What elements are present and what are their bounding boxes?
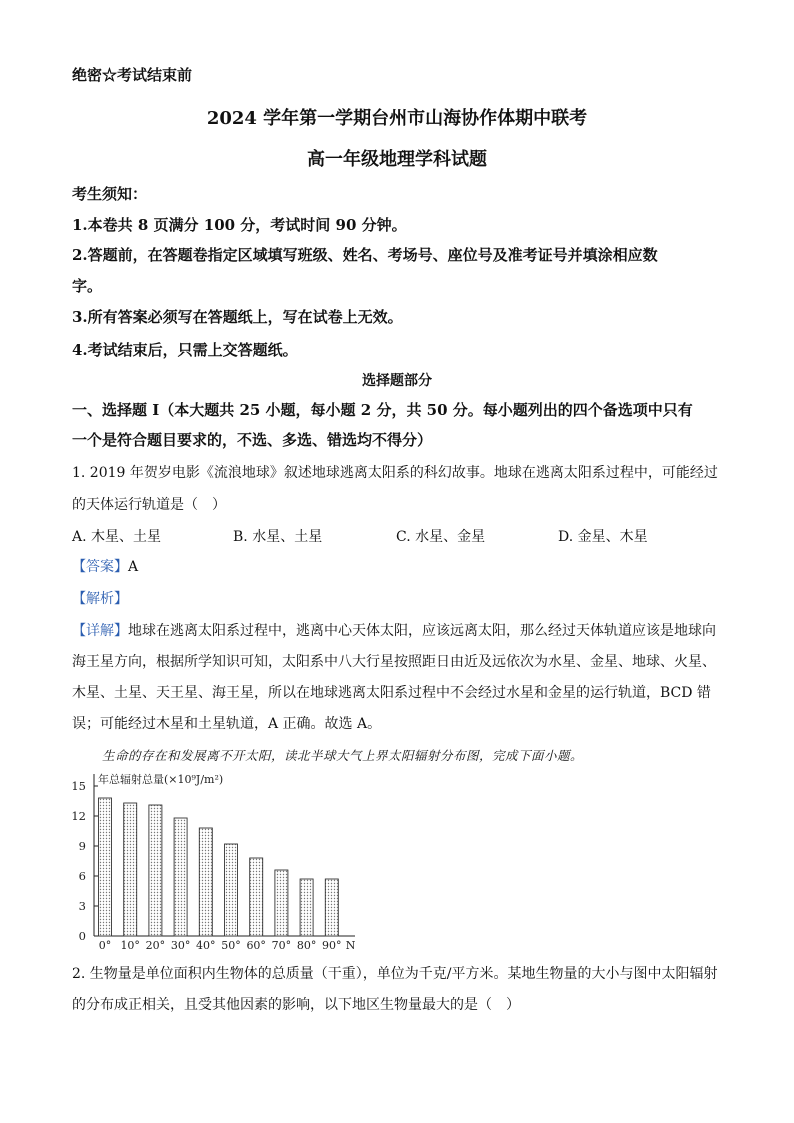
solar-radiation-chart	[60, 768, 370, 954]
answer-tag: 【答案】	[72, 559, 128, 575]
bar	[124, 803, 137, 936]
bar	[99, 798, 112, 936]
y-axis-label: 年总辐射总量(×10⁹J/m²)	[98, 773, 224, 786]
q1-option-d: D. 金星、木星	[558, 529, 648, 545]
notice-item-3: 3.所有答案必须写在答题纸上，写在试卷上无效。	[72, 308, 403, 326]
section-instruction-2: 一个是符合题目要求的，不选、多选、错选均不得分）	[72, 431, 433, 449]
q1-option-c: C. 水星、金星	[396, 529, 486, 545]
x-tick-label: 20°	[145, 939, 166, 952]
notice-item-4: 4.考试结束后，只需上交答题纸。	[72, 341, 298, 359]
notice-heading: 考生须知：	[72, 185, 148, 203]
x-tick-label: 80°	[296, 939, 317, 952]
y-tick-label: 0	[78, 929, 86, 943]
q1-detail-line-4: 误；可能经过木星和土星轨道，A 正确。故选 A。	[72, 716, 382, 732]
answer-value: A	[128, 559, 139, 575]
y-tick-label: 15	[71, 779, 86, 793]
q1-stem-line-1: 1. 2019 年贺岁电影《流浪地球》叙述地球逃离太阳系的科幻故事。地球在逃离太阳系过程中，可能经过	[72, 465, 718, 481]
y-tick-label: 12	[71, 809, 86, 823]
x-tick-label: 70°	[271, 939, 292, 952]
notice-item-2-cont: 字。	[72, 277, 103, 295]
bar	[174, 818, 187, 936]
section-instruction-1: 一、选择题 I（本大题共 25 小题，每小题 2 分，共 50 分。每小题列出的四个备选项中只有	[72, 401, 693, 419]
y-tick-label: 3	[78, 899, 86, 913]
exam-subtitle: 高一年级地理学科试题	[307, 149, 487, 170]
bar	[199, 828, 212, 936]
chart-intro: 生命的存在和发展离不开太阳，读北半球大气上界太阳辐射分布图，完成下面小题。	[102, 748, 584, 763]
y-tick-label: 6	[78, 869, 86, 883]
section-title: 选择题部分	[362, 373, 432, 389]
q1-detail-line-2: 海王星方向，根据所学知识可知，太阳系中八大行星按照距日由近及远依次为水星、金星、地球、火星、	[72, 654, 716, 670]
x-tick-label: 0°	[98, 939, 112, 952]
bar	[325, 879, 338, 936]
q1-option-a: A. 木星、土星	[72, 529, 162, 545]
x-tick-label: 30°	[170, 939, 191, 952]
bar	[275, 870, 288, 936]
x-axis-unit: N	[345, 939, 356, 952]
x-tick-label: 50°	[221, 939, 241, 952]
detail-text-1: 地球在逃离太阳系过程中，逃离中心天体太阳，应该远离太阳，那么经过天体轨道应该是地球向	[128, 623, 716, 639]
detail-tag: 【详解】	[72, 623, 128, 639]
exam-title: 2024 学年第一学期台州市山海协作体期中联考	[206, 108, 588, 129]
q1-option-b: B. 水星、土星	[233, 529, 323, 545]
q1-analysis	[72, 588, 722, 608]
x-tick-label: 60°	[246, 939, 266, 952]
secret-label: 绝密☆考试结束前	[72, 66, 193, 84]
bar	[149, 805, 162, 936]
analysis-tag: 【解析】	[72, 591, 128, 607]
q1-detail-line-3: 木星、土星、天王星、海王星，所以在地球逃离太阳系过程中不会经过水星和金星的运行轨道，BCD 错	[72, 685, 711, 701]
x-tick-label: 10°	[120, 939, 140, 952]
bar	[250, 858, 263, 936]
y-tick-label: 9	[78, 839, 86, 853]
q1-detail-line-1	[72, 620, 722, 640]
notice-item-1: 1.本卷共 8 页满分 100 分，考试时间 90 分钟。	[72, 216, 407, 234]
q1-stem-line-2: 的天体运行轨道是（ ）	[72, 497, 226, 513]
q1-answer	[72, 556, 722, 576]
bar	[225, 844, 238, 936]
notice-item-2: 2.答题前，在答题卷指定区域填写班级、姓名、考场号、座位号及准考证号并填涂相应数	[72, 246, 658, 264]
x-tick-label: 40°	[196, 939, 216, 952]
q2-stem-line-2: 的分布成正相关，且受其他因素的影响，以下地区生物量最大的是（ ）	[72, 997, 520, 1013]
bar	[300, 879, 313, 936]
x-tick-label: 90°	[322, 939, 342, 952]
q2-stem-line-1: 2. 生物量是单位面积内生物体的总质量（干重），单位为千克/平方米。某地生物量的大小与图中太阳辐射	[72, 966, 718, 982]
